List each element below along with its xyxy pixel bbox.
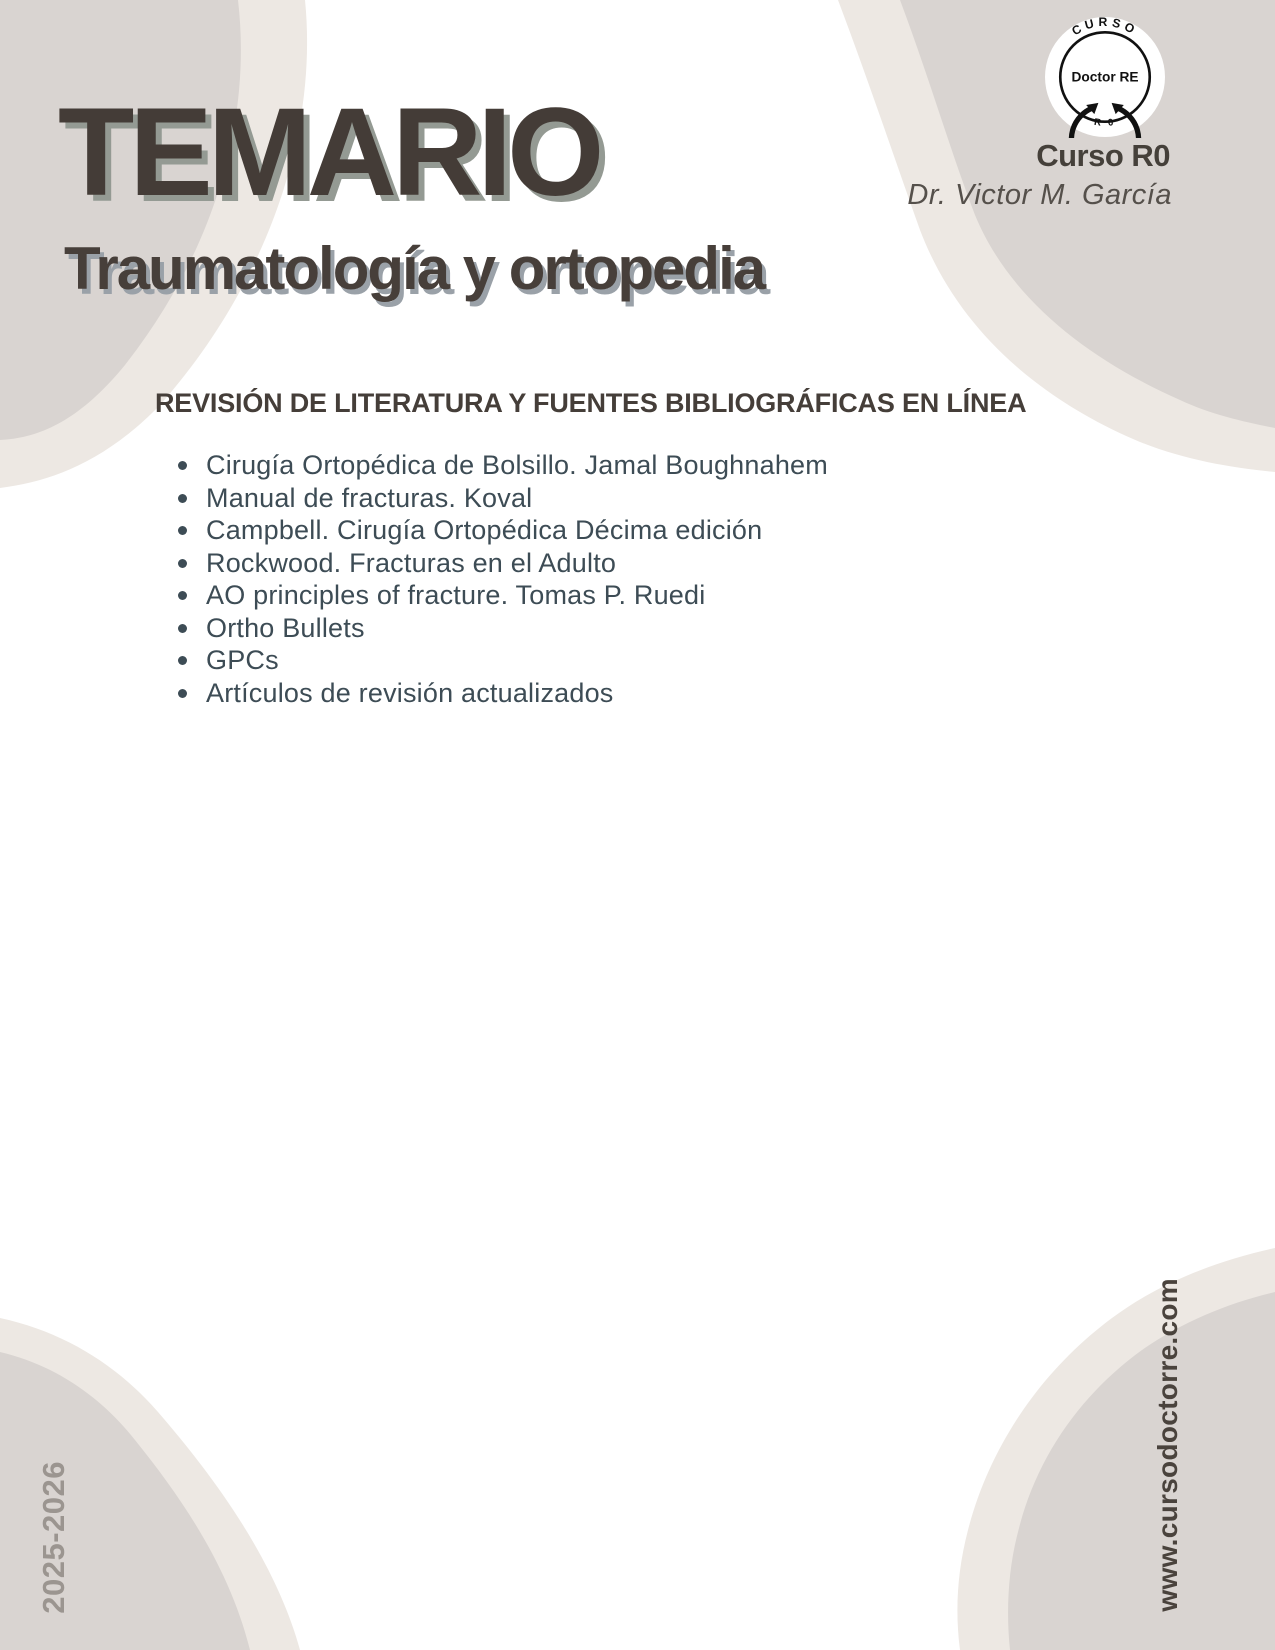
list-item bbox=[178, 482, 828, 515]
bullet-icon bbox=[178, 559, 187, 568]
list-item-text: GPCs bbox=[206, 645, 279, 675]
list-item bbox=[178, 677, 828, 710]
list-item bbox=[178, 579, 828, 612]
bullet-icon bbox=[178, 591, 187, 600]
bibliography-list bbox=[178, 449, 828, 709]
list-item-text: Rockwood. Fracturas en el Adulto bbox=[206, 547, 617, 578]
list-item bbox=[178, 514, 828, 547]
bullet-icon bbox=[178, 461, 187, 470]
page-title: TEMARIO bbox=[58, 83, 600, 222]
logo-arc-top-text: CURSO bbox=[1069, 16, 1141, 39]
bullet-icon bbox=[178, 624, 187, 633]
year-range-vertical: 2025-2026 bbox=[36, 1461, 71, 1614]
list-item-text: Ortho Bullets bbox=[206, 612, 365, 643]
list-item-text: Cirugía Ortopédica de Bolsillo. Jamal Boughnahem bbox=[206, 450, 828, 480]
logo-arc-bottom-text: R 0 bbox=[1093, 116, 1117, 129]
list-item bbox=[178, 612, 828, 645]
course-name: Curso R0 bbox=[1036, 138, 1170, 173]
logo-center-text: Doctor RE bbox=[1071, 69, 1139, 85]
list-item bbox=[178, 644, 828, 677]
author-name: Dr. Victor M. García bbox=[907, 179, 1172, 211]
bullet-icon bbox=[178, 526, 187, 535]
list-item-text: Manual de fracturas. Koval bbox=[206, 482, 533, 513]
list-item-text: Artículos de revisión actualizados bbox=[206, 677, 614, 708]
bullet-icon bbox=[178, 689, 187, 698]
page-subtitle: Traumatología y ortopedia bbox=[64, 235, 765, 302]
list-item-text: AO principles of fracture. Tomas P. Ruedi bbox=[206, 580, 706, 610]
logo-seal-icon bbox=[1044, 16, 1166, 138]
bullet-icon bbox=[178, 494, 187, 503]
website-vertical: www.cursodoctorre.com bbox=[1152, 1278, 1183, 1612]
bullet-icon bbox=[178, 656, 187, 665]
curso-doctor-re-logo bbox=[1044, 16, 1166, 138]
list-item bbox=[178, 449, 828, 482]
list-item bbox=[178, 547, 828, 580]
section-heading: REVISIÓN DE LITERATURA Y FUENTES BIBLIOGRÁFICAS EN LÍNEA bbox=[155, 388, 1027, 418]
svg-text:R 0 bbox=[1093, 117, 1116, 129]
list-item-text: Campbell. Cirugía Ortopédica Décima edición bbox=[206, 515, 763, 545]
